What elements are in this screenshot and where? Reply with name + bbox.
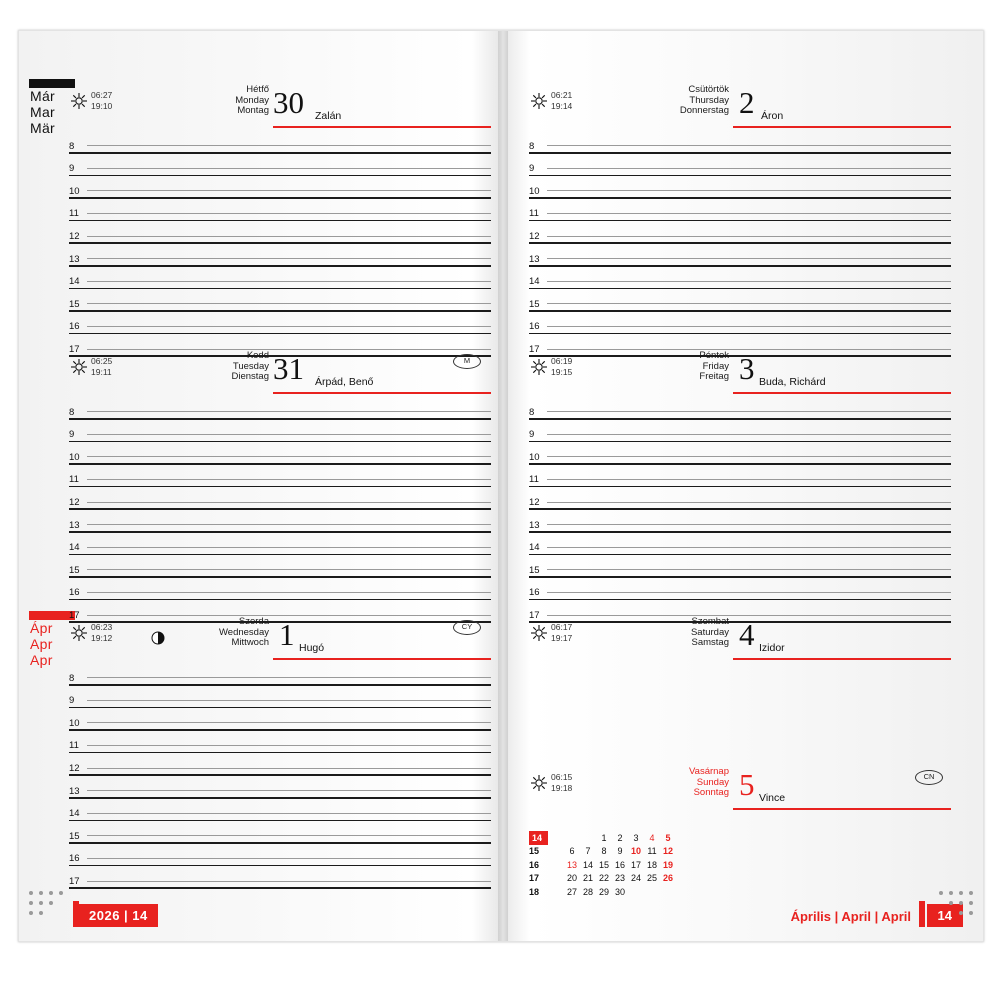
day-cell[interactable]: 30 — [614, 886, 625, 897]
hour-label: 11 — [529, 208, 539, 220]
hour-label: 9 — [529, 429, 535, 441]
day-cell[interactable]: 24 — [630, 873, 641, 884]
name-day: Árpád, Benő — [315, 376, 374, 388]
hour-label: 14 — [529, 542, 540, 554]
day-cell[interactable]: 12 — [662, 846, 673, 857]
sunrise-time: 06:23 — [91, 622, 113, 632]
sun-times — [551, 772, 572, 794]
day-cell[interactable]: 7 — [585, 846, 591, 857]
day-cell[interactable]: 10 — [630, 846, 641, 857]
line-row[interactable] — [69, 844, 491, 867]
day-cell[interactable]: 25 — [646, 873, 657, 884]
hour-label: 8 — [69, 406, 75, 418]
day-cell[interactable]: 20 — [566, 873, 577, 884]
sunset-time: 19:12 — [91, 633, 113, 643]
week-number-cell[interactable]: 17 — [529, 873, 540, 884]
sun-icon — [69, 623, 89, 643]
day-cell[interactable]: 16 — [614, 859, 625, 870]
line-row[interactable] — [69, 442, 491, 465]
line-row[interactable] — [69, 533, 491, 556]
day-number: 1 — [279, 617, 295, 652]
hour-label: 9 — [69, 163, 75, 175]
name-day: Buda, Richárd — [759, 376, 826, 388]
line-row[interactable] — [69, 663, 491, 686]
hour-label: 15 — [69, 830, 80, 842]
day-badge: CY — [453, 620, 481, 635]
sunset-time: 19:10 — [91, 101, 113, 111]
line-row[interactable] — [69, 267, 491, 290]
day-badge: CN — [915, 770, 943, 785]
day-cell[interactable]: 17 — [630, 859, 641, 870]
line-row[interactable] — [69, 397, 491, 420]
hour-label: 13 — [69, 519, 80, 531]
day-cell[interactable]: 28 — [582, 886, 593, 897]
day-name-hu: Szerda — [238, 616, 269, 627]
hour-label: 11 — [69, 740, 79, 752]
mini-calendar-row[interactable] — [529, 831, 676, 845]
corner-dots-right — [933, 891, 973, 911]
line-row[interactable] — [69, 799, 491, 822]
hour-label: 17 — [529, 343, 540, 355]
day-cell[interactable]: 15 — [598, 859, 609, 870]
day-name-en: Saturday — [690, 626, 729, 638]
moon-phase-icon — [151, 631, 165, 645]
month-label-en: Apr — [30, 636, 53, 652]
line-row[interactable] — [69, 578, 491, 601]
day-name-de: Dienstag — [231, 371, 269, 382]
day-underline — [273, 126, 491, 128]
day-entry-sunday[interactable] — [529, 766, 949, 813]
day-cell[interactable]: 2 — [617, 832, 623, 843]
hour-label: 14 — [69, 808, 80, 820]
day-badge: M — [453, 354, 481, 369]
day-cell[interactable]: 6 — [569, 846, 575, 857]
day-entry-tuesday[interactable] — [69, 350, 481, 397]
hour-label: 17 — [69, 343, 80, 355]
hour-label: 8 — [529, 406, 535, 418]
day-underline — [273, 658, 491, 660]
sun-times — [551, 90, 572, 112]
day-name-en: Sunday — [696, 776, 729, 788]
line-row[interactable] — [69, 465, 491, 488]
day-cell[interactable]: 22 — [598, 873, 609, 884]
sun-times — [551, 622, 572, 644]
hour-label: 16 — [529, 321, 540, 333]
day-names — [639, 85, 729, 117]
hour-label: 12 — [529, 496, 540, 508]
sun-icon — [529, 773, 549, 793]
day-entry-friday[interactable] — [529, 350, 949, 397]
line-row[interactable] — [69, 221, 491, 244]
day-name-en: Thursday — [689, 94, 729, 106]
day-name-hu: Kedd — [246, 350, 269, 361]
day-names — [189, 351, 269, 383]
sun-times — [91, 90, 112, 112]
hour-label: 9 — [69, 429, 75, 441]
line-row[interactable] — [69, 510, 491, 533]
day-names — [649, 351, 729, 383]
book-gutter — [498, 31, 508, 941]
writing-lines-thursday[interactable] — [529, 131, 951, 357]
sun-icon — [529, 91, 549, 111]
hour-label: 10 — [69, 185, 80, 197]
hour-label: 17 — [529, 609, 540, 621]
line-row[interactable] — [529, 397, 951, 420]
day-number: 4 — [739, 617, 755, 652]
footer-right-accent — [919, 901, 925, 927]
hour-label: 11 — [69, 474, 79, 486]
day-cell[interactable]: 23 — [614, 873, 625, 884]
writing-lines-monday[interactable] — [69, 131, 491, 357]
sunrise-time: 06:25 — [91, 356, 113, 366]
hour-label: 12 — [69, 496, 80, 508]
footer-page-number: 14 — [927, 904, 963, 927]
sun-icon — [529, 357, 549, 377]
hour-label: 16 — [69, 587, 80, 599]
day-cell[interactable]: 29 — [598, 886, 609, 897]
mini-calendar-row[interactable] — [529, 845, 676, 859]
day-entry-saturday[interactable] — [529, 616, 949, 663]
name-day: Zalán — [315, 110, 342, 122]
hour-label: 12 — [69, 230, 80, 242]
month-label-hu: Már — [30, 88, 56, 104]
day-underline — [733, 808, 951, 810]
week-number-cell[interactable]: 16 — [529, 859, 540, 870]
day-cell[interactable]: 4 — [649, 832, 655, 843]
line-row[interactable] — [529, 131, 951, 154]
day-cell[interactable]: 3 — [633, 832, 639, 843]
day-cell[interactable] — [548, 831, 564, 845]
day-cell[interactable] — [580, 831, 596, 845]
day-cell[interactable] — [660, 885, 676, 899]
sun-icon — [529, 623, 549, 643]
week-number-cell[interactable]: 14 — [529, 831, 548, 845]
day-name-de: Mittwoch — [231, 637, 269, 648]
hour-label: 13 — [69, 785, 80, 797]
line-row[interactable] — [529, 442, 951, 465]
day-entry-monday[interactable] — [69, 84, 481, 131]
hour-label: 10 — [69, 717, 80, 729]
hour-label: 16 — [529, 587, 540, 599]
footer-month-label: Április | April | April — [790, 909, 911, 924]
month-tab-bar — [29, 79, 75, 88]
hour-label: 14 — [69, 542, 80, 554]
day-number: 31 — [273, 351, 304, 386]
corner-dots-left — [29, 891, 69, 911]
hour-label: 14 — [69, 276, 80, 288]
line-row[interactable] — [69, 154, 491, 177]
day-cell[interactable]: 1 — [601, 832, 607, 843]
line-row[interactable] — [69, 312, 491, 335]
day-name-de: Sonntag — [693, 787, 729, 798]
line-row[interactable] — [529, 465, 951, 488]
hour-label: 15 — [529, 564, 540, 576]
right-page — [519, 31, 983, 941]
sun-times — [551, 356, 572, 378]
hour-label: 9 — [69, 695, 75, 707]
month-label-en: Mar — [30, 104, 56, 120]
day-names — [641, 767, 729, 799]
day-name-de: Montag — [237, 105, 269, 116]
hour-label: 14 — [529, 276, 540, 288]
line-row[interactable] — [69, 244, 491, 267]
hour-label: 13 — [529, 253, 540, 265]
day-number: 2 — [739, 85, 755, 120]
day-cell[interactable]: 19 — [662, 859, 673, 870]
day-name-en: Wednesday — [219, 626, 269, 638]
day-underline — [733, 126, 951, 128]
day-number: 3 — [739, 351, 755, 386]
hour-label: 17 — [69, 875, 80, 887]
hour-label: 17 — [69, 609, 80, 621]
day-cell[interactable]: 8 — [601, 846, 607, 857]
month-label-de: Apr — [30, 652, 53, 668]
line-row[interactable] — [69, 686, 491, 709]
day-names — [189, 617, 269, 649]
line-row[interactable] — [529, 510, 951, 533]
line-row[interactable] — [529, 221, 951, 244]
line-row[interactable] — [529, 487, 951, 510]
line-row[interactable] — [529, 199, 951, 222]
day-cell[interactable]: 11 — [647, 846, 657, 857]
writing-lines-tuesday[interactable] — [69, 397, 491, 623]
line-row[interactable] — [529, 267, 951, 290]
sunrise-time: 06:17 — [551, 622, 573, 632]
sun-times — [91, 356, 112, 378]
hour-label: 16 — [69, 321, 80, 333]
sun-icon — [69, 357, 89, 377]
line-row[interactable] — [69, 289, 491, 312]
line-row[interactable] — [529, 555, 951, 578]
sunset-time: 19:18 — [551, 783, 573, 793]
line-row[interactable] — [69, 776, 491, 799]
sunrise-time: 06:21 — [551, 90, 573, 100]
sunrise-time: 06:19 — [551, 356, 573, 366]
line-row[interactable] — [69, 866, 491, 889]
line-row[interactable] — [529, 533, 951, 556]
hour-label: 12 — [69, 762, 80, 774]
day-underline — [733, 392, 951, 394]
line-row[interactable] — [529, 176, 951, 199]
day-entry-thursday[interactable] — [529, 84, 949, 131]
line-row[interactable] — [529, 244, 951, 267]
day-cell[interactable]: 26 — [662, 873, 673, 884]
day-entry-wednesday[interactable] — [69, 616, 481, 663]
sunset-time: 19:17 — [551, 633, 573, 643]
hour-label: 11 — [69, 208, 79, 220]
day-cell[interactable]: 21 — [582, 873, 593, 884]
day-name-en: Friday — [702, 360, 729, 372]
day-name-de: Freitag — [699, 371, 729, 382]
hour-label: 11 — [529, 474, 539, 486]
day-cell[interactable]: 14 — [582, 859, 593, 870]
day-cell[interactable] — [628, 885, 644, 899]
mini-calendar-row[interactable] — [529, 885, 676, 899]
line-row[interactable] — [69, 199, 491, 222]
day-name-hu: Vasárnap — [689, 766, 729, 777]
mini-calendar-table — [529, 831, 676, 899]
day-underline — [733, 658, 951, 660]
sunset-time: 19:15 — [551, 367, 573, 377]
line-row[interactable] — [69, 821, 491, 844]
writing-lines-wednesday[interactable] — [69, 663, 491, 889]
hour-label: 13 — [529, 519, 540, 531]
line-row[interactable] — [69, 176, 491, 199]
day-names — [649, 617, 729, 649]
mini-calendar-row[interactable] — [529, 858, 676, 872]
month-label-de: Mär — [30, 120, 56, 136]
line-row[interactable] — [69, 731, 491, 754]
mini-calendar-row[interactable] — [529, 872, 676, 886]
day-underline — [273, 392, 491, 394]
hour-label: 13 — [69, 253, 80, 265]
line-row[interactable] — [529, 289, 951, 312]
sunset-time: 19:11 — [91, 367, 112, 377]
hour-label: 12 — [529, 230, 540, 242]
footer-week-label: 2026 | 14 — [79, 904, 158, 927]
hour-label: 8 — [69, 140, 75, 152]
name-day: Izidor — [759, 642, 785, 654]
diary-spread — [18, 30, 984, 942]
hour-label: 15 — [69, 298, 80, 310]
day-cell[interactable]: 18 — [646, 859, 657, 870]
day-cell[interactable]: 27 — [566, 886, 577, 897]
hour-label: 9 — [529, 163, 535, 175]
hour-label: 8 — [529, 140, 535, 152]
name-day: Hugó — [299, 642, 325, 654]
hour-label: 15 — [529, 298, 540, 310]
line-row[interactable] — [529, 578, 951, 601]
day-name-hu: Hétfő — [246, 84, 269, 95]
line-row[interactable] — [69, 420, 491, 443]
hour-label: 10 — [69, 451, 80, 463]
day-cell[interactable]: 9 — [617, 846, 623, 857]
line-row[interactable] — [529, 420, 951, 443]
day-cell[interactable]: 5 — [665, 832, 671, 843]
day-name-hu: Péntek — [699, 350, 729, 361]
writing-lines-friday[interactable] — [529, 397, 951, 623]
day-name-en: Tuesday — [232, 360, 269, 372]
day-cell[interactable]: 13 — [566, 859, 577, 870]
hour-label: 10 — [529, 185, 540, 197]
line-row[interactable] — [69, 708, 491, 731]
day-number: 30 — [273, 85, 304, 120]
left-page — [19, 31, 519, 941]
name-day: Áron — [761, 110, 784, 122]
hour-label: 8 — [69, 672, 75, 684]
line-row[interactable] — [69, 555, 491, 578]
line-row[interactable] — [529, 312, 951, 335]
day-name-hu: Szombat — [691, 616, 729, 627]
line-row[interactable] — [529, 154, 951, 177]
day-name-de: Samstag — [691, 637, 729, 648]
day-cell[interactable] — [564, 831, 580, 845]
day-name-de: Donnerstag — [679, 105, 729, 116]
line-row[interactable] — [69, 131, 491, 154]
day-number: 5 — [739, 767, 755, 802]
sun-icon — [69, 91, 89, 111]
line-row[interactable] — [69, 487, 491, 510]
line-row[interactable] — [69, 753, 491, 776]
day-name-en: Monday — [235, 94, 269, 106]
week-number-cell[interactable]: 18 — [529, 886, 540, 897]
sunrise-time: 06:27 — [91, 90, 113, 100]
week-number-cell[interactable]: 15 — [529, 846, 540, 857]
hour-label: 10 — [529, 451, 540, 463]
sunset-time: 19:14 — [551, 101, 573, 111]
name-day: Vince — [759, 792, 786, 804]
day-name-hu: Csütörtök — [688, 84, 729, 95]
hour-label: 15 — [69, 564, 80, 576]
hour-label: 16 — [69, 853, 80, 865]
mini-calendar[interactable] — [529, 831, 676, 899]
day-names — [189, 85, 269, 117]
month-label-hu: Ápr — [30, 620, 53, 636]
day-cell[interactable] — [644, 885, 660, 899]
sunrise-time: 06:15 — [551, 772, 573, 782]
sun-times — [91, 622, 112, 644]
